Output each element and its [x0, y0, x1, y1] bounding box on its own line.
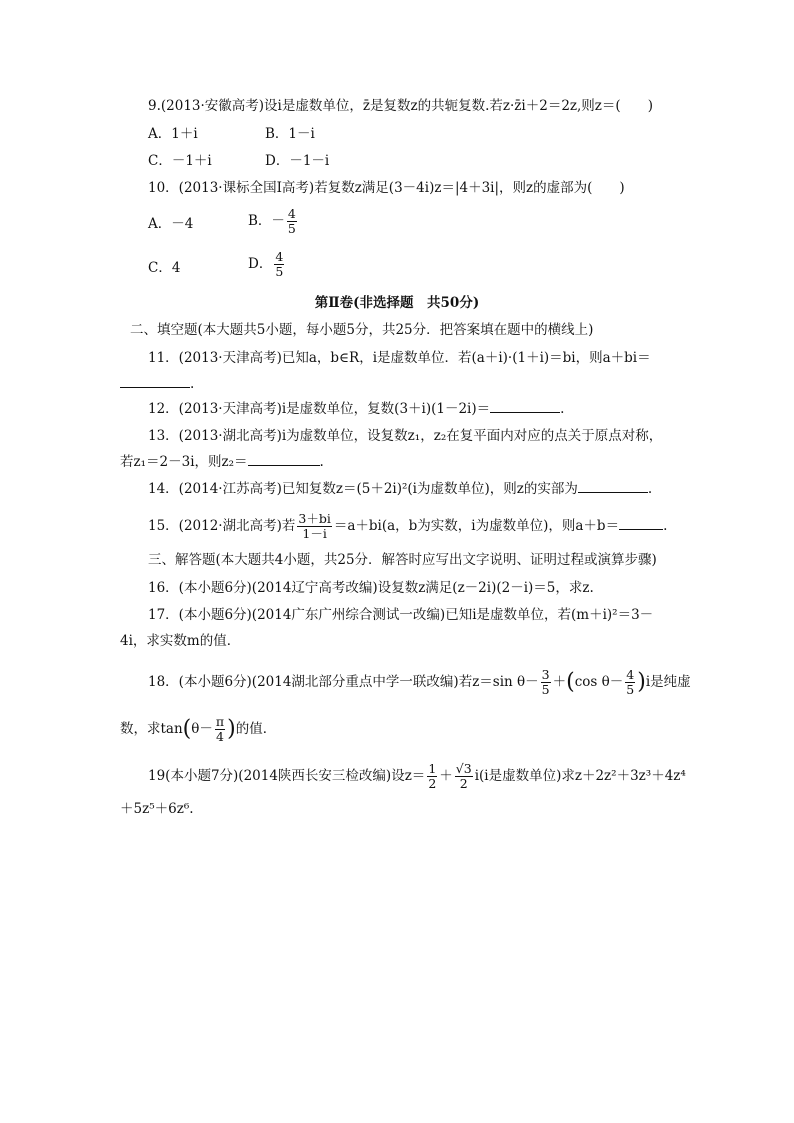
question-18-part-d: i是纯虚: [645, 674, 691, 690]
option-d-fraction: [274, 250, 284, 279]
fraction-numerator: 3＋bi: [298, 511, 331, 526]
option-b-prefix: B．－: [248, 213, 285, 229]
question-18-line1: [148, 668, 691, 697]
question-14-text: 14．(2014·江苏高考)已知复数z＝(5＋2i)²(i为虚数单位)，则z的实部为: [148, 481, 578, 497]
period: .: [560, 401, 565, 417]
question-9-option-d: D．－1－i: [265, 153, 330, 169]
question-10-option-c: C．4: [148, 260, 181, 276]
left-paren: (: [182, 716, 192, 742]
question-17-line1: 17．(本小题6分)(2014广东广州综合测试一改编)已知i是虚数单位，若(m＋i)²＝3－: [148, 607, 654, 623]
question-10-stem: 10．(2013·课标全国Ⅰ高考)若复数z满足(3－4i)z＝|4＋3i|，则z的虚部为( ): [148, 180, 625, 196]
question-12-text: 12．(2013·天津高考)i是虚数单位，复数(3＋i)(1－2i)＝: [148, 401, 491, 417]
fraction-denominator: 5: [275, 264, 284, 279]
question-11-line1: 11．(2013·天津高考)已知a，b∈R，i是虚数单位．若(a＋i)·(1＋i)＝bi，则a＋bi＝: [148, 350, 651, 366]
question-16: 16．(本小题6分)(2014辽宁高考改编)设复数z满足(z－2i)(2－i)＝5，求z.: [148, 580, 594, 596]
question-9-option-c: C．－1＋i: [148, 153, 212, 169]
right-paren: ): [637, 669, 646, 695]
fraction-denominator: 5: [541, 682, 550, 697]
right-paren: ): [227, 716, 236, 742]
option-b-fraction: [287, 207, 297, 236]
question-10-option-d: [248, 250, 286, 279]
plus-sign: ＋: [439, 768, 453, 784]
fraction-denominator: 2: [428, 776, 437, 791]
answer-blank[interactable]: [490, 400, 560, 413]
fraction-denominator: 5: [287, 221, 296, 236]
question-18-end: 的值．: [235, 721, 277, 737]
question-18-cos: cos θ－: [574, 674, 624, 690]
question-11-line2: [120, 375, 194, 393]
fraction-numerator: 3: [541, 667, 550, 682]
fraction-numerator: √3: [455, 761, 472, 776]
section-ii-header: 第Ⅱ卷(非选择题 共50分): [314, 295, 480, 311]
question-18-line2: [120, 715, 276, 744]
question-10-option-b: [248, 207, 299, 236]
question-19-part-a: 19(本小题7分)(2014陕西长安三检改编)设z＝: [148, 768, 426, 784]
fraction-root3-half: [455, 762, 473, 791]
question-18-part-a: 18．(本小题6分)(2014湖北部分重点中学一联改编)若z＝sin θ－: [148, 674, 539, 690]
period: .: [647, 481, 653, 497]
option-d-prefix: D．: [248, 256, 273, 272]
answer-blank[interactable]: [248, 453, 320, 466]
period: .: [663, 518, 668, 534]
question-19-line1: [148, 762, 686, 791]
fraction-three-fifths: [541, 668, 551, 697]
fraction-numerator: 4: [287, 206, 296, 221]
fraction-denominator: 1－i: [302, 526, 327, 541]
fraction-denominator: 5: [626, 682, 635, 697]
question-10-option-a: A．－4: [148, 216, 194, 232]
question-14: [148, 480, 652, 498]
fraction-numerator: 1: [428, 761, 437, 776]
question-13-line1: 13．(2013·湖北高考)i为虚数单位，设复数z₁，z₂在复平面内对应的点关于原点对称，: [148, 428, 663, 444]
fraction-numerator: π: [215, 714, 225, 729]
answer-blank[interactable]: [619, 517, 663, 530]
fraction-denominator: 4: [216, 729, 224, 744]
question-15-prefix: 15．(2012·湖北高考)若: [148, 518, 296, 534]
question-15-fraction: [297, 512, 331, 541]
solutions-heading: 三、解答题(本大题共4小题，共25分．解答时应写出文字说明、证明过程或演算步骤): [148, 552, 657, 568]
period: .: [319, 454, 324, 470]
answer-blank[interactable]: [578, 480, 648, 493]
answer-blank[interactable]: [120, 375, 190, 388]
question-13-text: 若z₁＝2－3i，则z₂＝: [120, 454, 248, 470]
left-paren: (: [566, 669, 575, 695]
question-13-line2: [120, 453, 324, 471]
question-12: [148, 400, 564, 418]
question-17-line2: 4i，求实数m的值．: [120, 633, 241, 649]
fraction-numerator: 4: [275, 249, 284, 264]
question-19-part-c: i(i是虚数单位)求z＋2z²＋3z³＋4z⁴: [474, 768, 686, 784]
question-9-option-a: A．1＋i: [148, 126, 198, 142]
question-18-tan: 数，求tan: [120, 721, 183, 737]
question-19-line2: ＋5z⁵＋6z⁶.: [120, 801, 194, 817]
question-15: [148, 512, 667, 541]
question-9-stem: 9.(2013·安徽高考)设i是虚数单位，z̄是复数z的共轭复数.若z·z̄i＋2＝2z,则z＝( ): [148, 98, 653, 114]
fraction-numerator: 4: [626, 667, 635, 682]
fraction-four-fifths: [625, 668, 635, 697]
fraction-denominator: 2: [459, 776, 468, 791]
fill-in-heading: 二、填空题(本大题共5小题，每小题5分，共25分．把答案填在题中的横线上): [130, 322, 594, 338]
plus-sign: ＋: [552, 674, 567, 690]
question-18-theta: θ－: [191, 721, 213, 737]
fraction-one-half: [427, 762, 437, 791]
fraction-pi-over-four: [215, 715, 225, 744]
question-15-suffix: ＝a＋bi(a，b为实数，i为虚数单位)，则a＋b＝: [333, 518, 620, 534]
question-9-option-b: B．1－i: [265, 126, 315, 142]
period: .: [190, 376, 195, 392]
